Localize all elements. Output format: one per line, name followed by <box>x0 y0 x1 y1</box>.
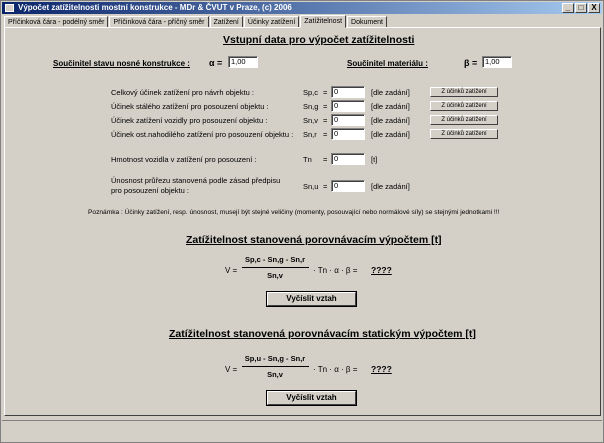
tab-loads[interactable]: Zatížení <box>210 16 243 28</box>
snv-unit: [dle zadání] <box>371 116 410 125</box>
sng-eq: = <box>323 102 328 111</box>
snv-input[interactable]: 0 <box>331 114 365 126</box>
snr-input[interactable]: 0 <box>331 128 365 140</box>
snr-label: Účinek ost.nahodilého zatížení pro posouzení objektu : <box>111 130 294 139</box>
tn-label: Hmotnost vozidla v zatížení pro posouzení : <box>111 155 257 164</box>
tab-document[interactable]: Dokument <box>347 16 387 28</box>
sng-label: Účinek stálého zatížení pro posouzení objektu : <box>111 102 269 111</box>
snr-symbol: Sn,r <box>303 130 317 139</box>
title-bar[interactable] <box>2 2 602 14</box>
snv-symbol: Sn,v <box>303 116 319 125</box>
snu-unit: [dle zadání] <box>371 182 410 191</box>
alpha-symbol: α = <box>209 58 223 68</box>
minimize-button[interactable]: _ <box>562 3 574 13</box>
tn-symbol: Tn <box>303 155 312 164</box>
sng-input[interactable]: 0 <box>331 100 365 112</box>
maximize-button[interactable]: □ <box>575 3 587 13</box>
snr-unit: [dle zadání] <box>371 130 410 139</box>
spc-unit: [dle zadání] <box>371 88 410 97</box>
snv-eq: = <box>323 116 328 125</box>
snr-from-effects-button[interactable]: Z účinků zatížení <box>430 129 498 139</box>
spc-from-effects-button[interactable]: Z účinků zatížení <box>430 87 498 97</box>
alpha-label: Součinitel stavu nosné konstrukce : <box>53 59 190 68</box>
snu-label-line2: pro posouzení objektu : <box>111 186 189 195</box>
sng-unit: [dle zadání] <box>371 102 410 111</box>
tn-eq: = <box>323 155 328 164</box>
spc-eq: = <box>323 88 328 97</box>
window-title: Výpočet zatížitelnosti mostní konstrukce - MDr & ČVUT v Praze, (c) 2006 <box>18 3 292 12</box>
tn-unit: [t] <box>371 155 378 164</box>
snu-label-line1: Únosnost průřezu stanovená podle zásad předpisu <box>111 176 281 185</box>
calc2-rhs: · Tn · α · β = <box>313 365 358 374</box>
status-bar <box>2 420 602 441</box>
page-title: Vstupní data pro výpočet zatížitelnosti <box>223 34 415 46</box>
snu-input[interactable]: 0 <box>331 180 365 192</box>
calc1-fraction-line <box>242 267 309 268</box>
alpha-input[interactable]: 1,00 <box>228 56 258 68</box>
close-button[interactable]: X <box>588 3 600 13</box>
note-text: Poznámka : Účinky zatížení, resp. únosnost, musejí být stejné veličiny (momenty, posouvající nebo normálové síly) se stejnými jednotkami !!! <box>88 209 500 216</box>
sng-from-effects-button[interactable]: Z účinků zatížení <box>430 101 498 111</box>
calc2-evaluate-button[interactable]: Vyčíslit vztah <box>267 391 356 405</box>
calc1-numerator: Sp,c - Sn,g - Sn,r <box>244 255 305 264</box>
calc1-rhs: · Tn · α · β = <box>313 266 358 275</box>
calc2-result: ???? <box>371 364 392 374</box>
snv-label: Účinek zatížení vozidly pro posouzení objektu : <box>111 116 268 125</box>
tab-load-effects[interactable]: Účinky zatížení <box>244 16 299 28</box>
tab-load-capacity[interactable]: Zatížitelnost <box>300 15 346 28</box>
tab-influence-transverse[interactable]: Příčinková čára - příčný směr <box>109 16 208 28</box>
beta-label: Součinitel materiálu : <box>347 59 428 68</box>
calc1-evaluate-button[interactable]: Vyčíslit vztah <box>267 292 356 306</box>
spc-symbol: Sp,c <box>303 88 319 97</box>
calc2-lhs: V = <box>225 365 238 374</box>
sng-symbol: Sn,g <box>303 102 319 111</box>
calc1-denominator: Sn,v <box>267 271 283 280</box>
calc2-numerator: Sp,u - Sn,g - Sn,r <box>244 354 306 363</box>
load-capacity-panel <box>4 27 601 416</box>
snr-eq: = <box>323 130 328 139</box>
calc1-lhs: V = <box>225 266 238 275</box>
spc-input[interactable]: 0 <box>331 86 365 98</box>
spc-label: Celkový účinek zatížení pro návrh objektu : <box>111 88 254 97</box>
tn-input[interactable]: 0 <box>331 153 365 165</box>
calc1-title: Zatížitelnost stanovená porovnávacím výpočtem [t] <box>186 234 442 246</box>
calc1-result: ???? <box>371 265 392 275</box>
snu-eq: = <box>323 182 328 191</box>
app-icon <box>5 4 14 12</box>
beta-symbol: β = <box>464 58 478 68</box>
calc2-denominator: Sn,v <box>267 370 283 379</box>
tab-influence-longitudinal[interactable]: Příčinková čára - podélný směr <box>4 16 108 28</box>
beta-input[interactable]: 1,00 <box>482 56 512 68</box>
snv-from-effects-button[interactable]: Z účinků zatížení <box>430 115 498 125</box>
calc2-fraction-line <box>242 366 309 367</box>
calc2-title: Zatížitelnost stanovená porovnávacím statickým výpočtem [t] <box>169 328 476 340</box>
snu-symbol: Sn,u <box>303 182 319 191</box>
